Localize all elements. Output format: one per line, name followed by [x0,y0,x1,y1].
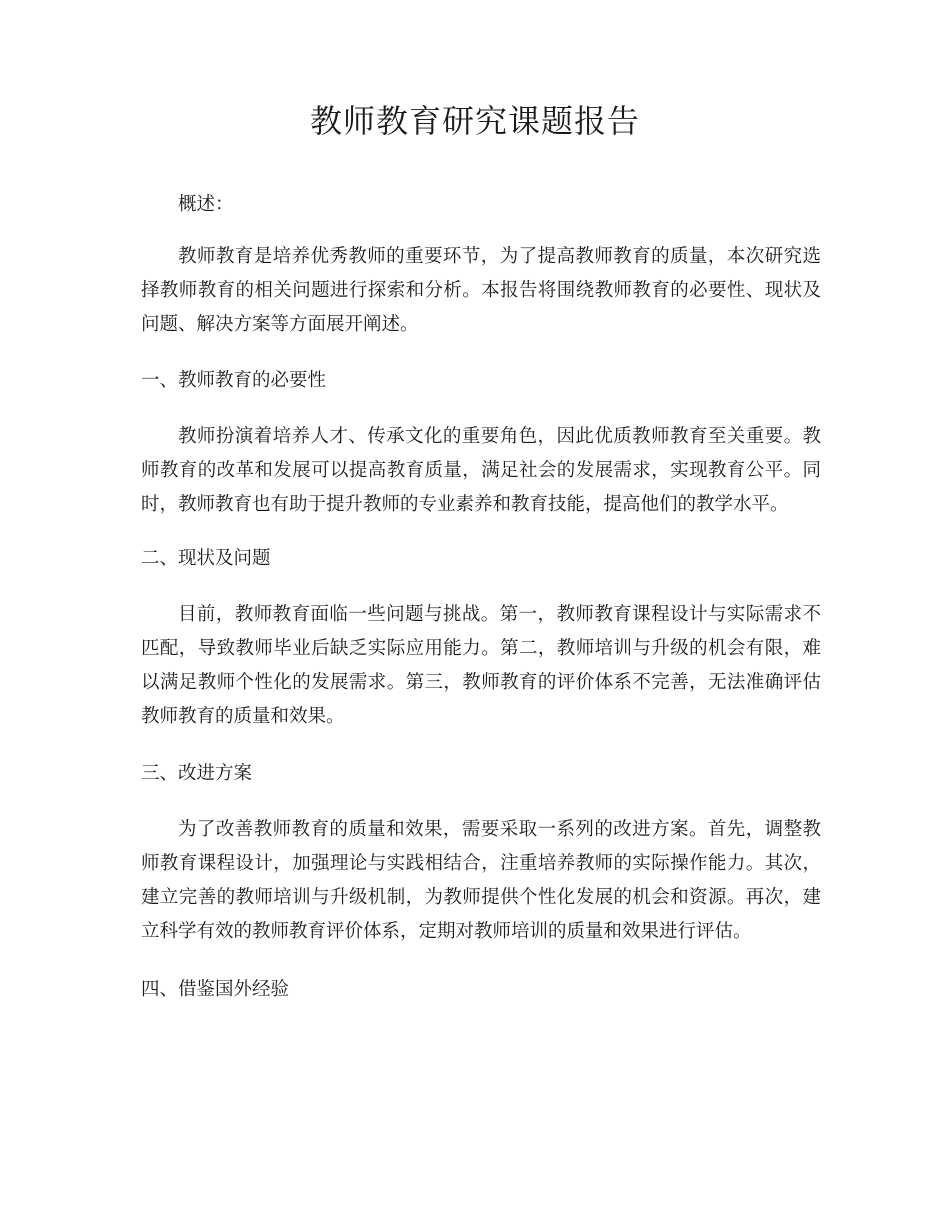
section-heading-foreign-experience: 四、借鉴国外经验 [141,979,290,1000]
section-heading-improvement: 三、改进方案 [141,763,253,784]
overview-paragraph: 教师教育是培养优秀教师的重要环节，为了提高教师教育的质量，本次研究选择教师教育的相关问题进行探索和分析。本报告将围绕教师教育的必要性、现状及问题、解决方案等方面展开阐述。 [141,246,821,335]
section-body-necessity: 教师扮演着培养人才、传承文化的重要角色，因此优质教师教育至关重要。教师教育的改革和发展可以提高教育质量，满足社会的发展需求，实现教育公平。同时，教师教育也有助于提升教师的专业素养和教育技能，提高他们的教学水平。 [141,426,821,515]
overview-label: 概述： [178,194,234,215]
document-title: 教师教育研究课题报告 [309,102,640,140]
section-heading-status: 二、现状及问题 [141,548,271,569]
section-body-improvement: 为了改善教师教育的质量和效果，需要采取一系列的改进方案。首先，调整教师教育课程设计，加强理论与实践相结合，注重培养教师的实际操作能力。其次，建立完善的教师培训与升级机制，为教师提供个性化发展的机会和资源。再次，建立科学有效的教师教育评价体系，定期对教师培训的质量和效果进行评估。 [141,819,821,942]
section-body-status: 目前，教师教育面临一些问题与挑战。第一，教师教育课程设计与实际需求不匹配，导致教师毕业后缺乏实际应用能力。第二，教师培训与升级的机会有限，难以满足教师个性化的发展需求。第三，教师教育的评价体系不完善，无法准确评估教师教育的质量和效果。 [141,604,821,727]
section-heading-necessity: 一、教师教育的必要性 [141,370,327,391]
